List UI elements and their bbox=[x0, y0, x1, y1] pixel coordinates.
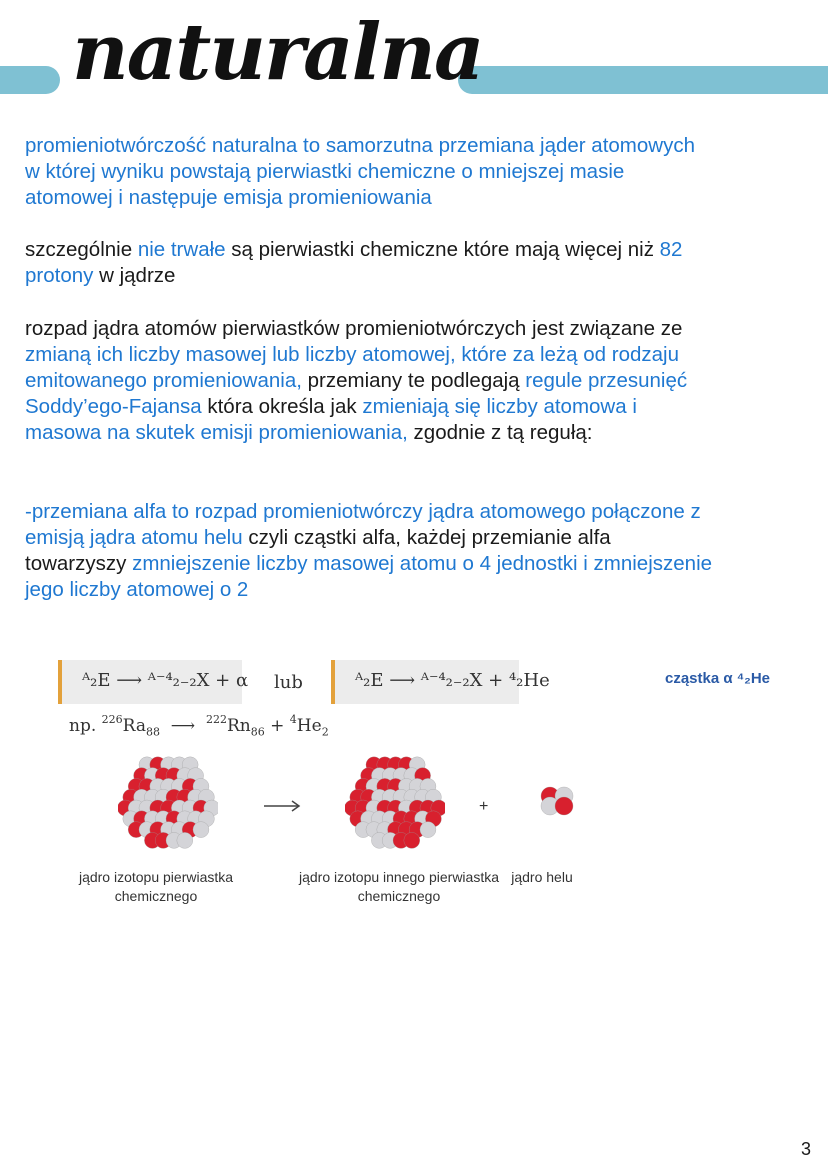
helium-nucleus bbox=[540, 780, 574, 820]
text: przemiany te podlegają bbox=[301, 369, 526, 392]
paragraph-decay bbox=[25, 316, 715, 446]
text: która określa jak bbox=[201, 395, 363, 418]
formula-box-helium bbox=[331, 660, 550, 704]
arrow-icon bbox=[262, 798, 302, 814]
highlight: regule przesunięć Soddy’ego-Fajansa bbox=[25, 369, 688, 418]
highlight: nie trwałe bbox=[137, 238, 226, 261]
paragraph-definition: promieniotwórczość naturalna to samorzutna przemiana jąder atomowych w której wyniku powstają pierwiastki chemiczne o mniejszej masie atomowej i następuje emisja promieniowania bbox=[25, 134, 695, 209]
highlight: zmieniają się liczby atomowa i masowa na skutek emisji promieniowania, bbox=[25, 395, 637, 444]
text: szczególnie bbox=[25, 238, 138, 261]
nucleon bbox=[420, 822, 436, 838]
element-symbol: Rn bbox=[226, 716, 251, 736]
highlight: zmianą ich liczby masowej lub liczby atomowej, które za leżą od rodzaju emitowanego promieniowania, bbox=[25, 343, 680, 392]
nucleus-daughter bbox=[345, 752, 445, 852]
text: czyli cząstki alfa, każdej przemianie alfa towarzyszy bbox=[25, 526, 611, 575]
caption-parent: jądro izotopu pierwiastka chemicznego bbox=[78, 869, 234, 904]
atomic-number: 2 bbox=[321, 725, 329, 739]
caption-helium: jądro helu bbox=[511, 869, 573, 885]
plus-sign: + bbox=[479, 798, 489, 815]
text: zgodnie z tą regułą: bbox=[407, 421, 593, 444]
highlight: zmniejszenie liczby masowej atomu o 4 jednostki i zmniejszenie jego liczby atomowej o 2 bbox=[25, 552, 713, 601]
atomic-number: 86 bbox=[250, 725, 265, 739]
page-title: naturalna bbox=[72, 7, 483, 98]
formula-text: ᴬ₂E ⟶ ᴬ⁻⁴₂₋₂X + α bbox=[82, 670, 249, 691]
caption-daughter: jądro izotopu innego pierwiastka chemicznego bbox=[298, 869, 499, 904]
example-equation: np. $^{226}Ra_{88}$ ⟶ $^{222}Rn_{86} + ^4He_2$ bbox=[69, 713, 329, 739]
atomic-number: 88 bbox=[145, 725, 160, 739]
nucleus-parent bbox=[118, 752, 218, 852]
element-symbol: He bbox=[296, 716, 322, 736]
highlight: 82 protony bbox=[25, 238, 683, 287]
np-label: np. bbox=[69, 716, 97, 736]
text: rozpad jądra atomów pierwiastków promieniotwórczych jest związane ze bbox=[25, 317, 683, 340]
highlight: -przemiana alfa to rozpad promieniotwórczy jądra atomowego połączone z emisją jądra atomu helu bbox=[25, 500, 701, 549]
formula-text: ᴬ₂E ⟶ ᴬ⁻⁴₂₋₂X + ⁴₂He bbox=[355, 670, 550, 691]
mass-number: 4 bbox=[289, 713, 297, 726]
nucleon bbox=[177, 832, 193, 848]
mass-number: 222 bbox=[205, 713, 227, 726]
paragraph-alpha bbox=[25, 499, 715, 603]
text: są pierwiastki chemiczne które mają więcej niż bbox=[225, 238, 660, 261]
header-bar-right bbox=[458, 66, 828, 94]
nucleon bbox=[193, 822, 209, 838]
element-symbol: Ra bbox=[122, 716, 146, 736]
header-bar-left bbox=[0, 66, 60, 94]
paragraph-unstable bbox=[25, 237, 715, 289]
alpha-particle-label: cząstka α ⁴₂He bbox=[665, 670, 771, 687]
page-number: 3 bbox=[800, 1139, 811, 1159]
formula-box-alpha bbox=[58, 660, 249, 704]
nucleon bbox=[404, 832, 420, 848]
mass-number: 226 bbox=[101, 713, 123, 726]
text: w jądrze bbox=[93, 264, 176, 287]
nucleon bbox=[555, 797, 573, 815]
lub-label: lub bbox=[274, 672, 303, 693]
